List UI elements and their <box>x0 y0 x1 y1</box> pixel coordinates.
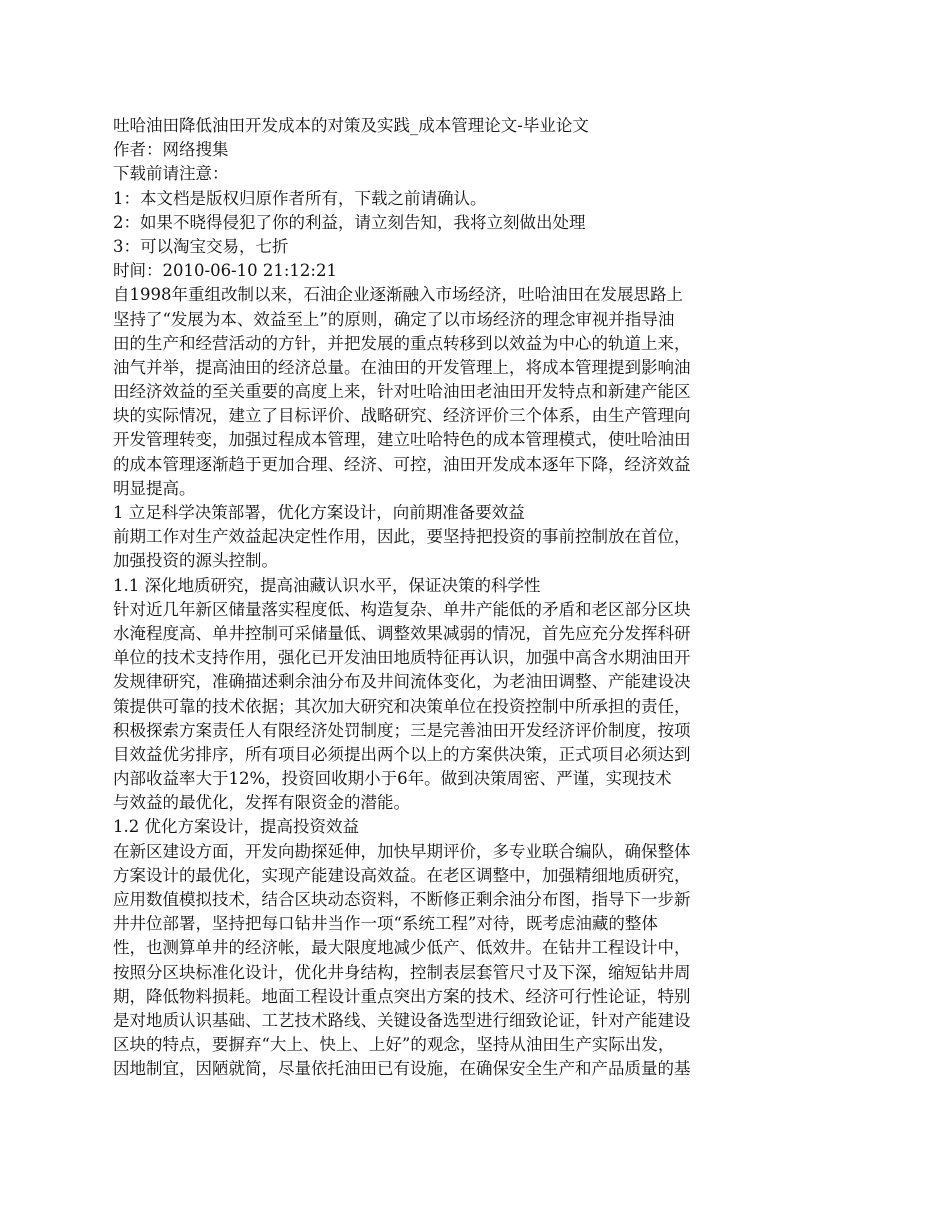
text-line: 1 立足科学决策部署，优化方案设计，向前期准备要效益 <box>113 503 525 522</box>
text-line: 是对地质认识基础、工艺技术路线、关键设备选型进行细致论证，针对产能建设 <box>113 1010 691 1030</box>
notice-item-3: 3：可以淘宝交易，七折 <box>113 236 289 256</box>
text-line: 坚持了“发展为本、效益至上”的原则，确定了以市场经济的理念审视并指导油 <box>113 309 675 329</box>
section-heading <box>113 574 769 598</box>
text-line: 1.1 深化地质研究，提高油藏认识水平，保证决策的科学性 <box>113 575 541 595</box>
document-page <box>113 114 769 1082</box>
paragraph <box>113 598 769 816</box>
document-title: 吐哈油田降低油田开发成本的对策及实践_成本管理论文-毕业论文 <box>113 116 589 135</box>
text-line: 田经济效益的至关重要的高度上来，针对吐哈油田老油田开发特点和新建产能区 <box>113 382 691 402</box>
paragraph <box>113 840 769 1082</box>
text-line: 加强投资的源头控制。 <box>113 551 278 571</box>
text-line: 的成本管理逐渐趋于更加合理、经济、可控，油田开发成本逐年下降，经济效益 <box>113 454 691 474</box>
text-line: 积极探索方案责任人有限经济处罚制度；三是完善油田开发经济评价制度，按项 <box>113 720 691 740</box>
text-line: 性，也测算单井的经济帐，最大限度地减少低产、低效井。在钻井工程设计中， <box>113 938 691 958</box>
section-heading <box>113 501 769 525</box>
text-line: 内部收益率大于12%，投资回收期小于6年。做到决策周密、严谨，实现技术 <box>113 769 672 789</box>
paragraph <box>113 283 769 501</box>
text-line: 块的实际情况，建立了目标评价、战略研究、经济评价三个体系，由生产管理向 <box>113 406 691 426</box>
text-line: 油气并举，提高油田的经济总量。在油田的开发管理上，将成本管理提到影响油 <box>113 357 691 377</box>
text-line: 应用数值模拟技术，结合区块动态资料，不断修正剩余油分布图，指导下一步新 <box>113 890 691 909</box>
article-body <box>113 283 769 1081</box>
text-line: 期，降低物料损耗。地面工程设计重点突出方案的技术、经济可行性论证，特别 <box>113 986 691 1006</box>
text-line: 单位的技术支持作用，强化已开发油田地质特征再认识，加强中高含水期油田开 <box>113 648 691 668</box>
text-line: 前期工作对生产效益起决定性作用，因此，要坚持把投资的事前控制放在首位， <box>113 527 691 547</box>
paragraph <box>113 525 769 573</box>
text-line: 井井位部署，坚持把每口钻井当作一项“系统工程”对待，既考虑油藏的整体 <box>113 914 658 934</box>
notice-item-1: 1：本文档是版权归原作者所有，下载之前请确认。 <box>113 188 487 208</box>
text-line: 策提供可靠的技术依据；其次加大研究和决策单位在投资控制中所承担的责任， <box>113 696 691 716</box>
text-line: 按照分区块标准化设计，优化井身结构，控制表层套管尺寸及下深，缩短钻井周 <box>113 962 691 982</box>
document-author: 作者：网络搜集 <box>113 140 229 160</box>
notice-item-2: 2：如果不晓得侵犯了你的利益，请立刻告知，我将立刻做出处理 <box>113 212 586 232</box>
section-heading <box>113 815 769 839</box>
text-line: 田的生产和经营活动的方针，并把发展的重点转移到以效益为中心的轨道上来， <box>113 333 691 353</box>
text-line: 自1998年重组改制以来，石油企业逐渐融入市场经济，吐哈油田在发展思路上 <box>113 285 683 305</box>
publish-time: 时间：2010-06-10 21:12:21 <box>113 261 337 281</box>
text-line: 目效益优劣排序，所有项目必须提出两个以上的方案供决策，正式项目必须达到 <box>113 744 691 764</box>
text-line: 方案设计的最优化，实现产能建设高效益。在老区调整中，加强精细地质研究， <box>113 865 691 885</box>
notice-heading: 下载前请注意： <box>113 164 229 184</box>
text-line: 区块的特点，要摒弃“大上、快上、上好”的观念，坚持从油田生产实际出发， <box>113 1035 675 1055</box>
text-line: 明显提高。 <box>113 478 196 498</box>
text-line: 因地制宜，因陋就简，尽量依托油田已有设施，在确保安全生产和产品质量的基 <box>113 1059 691 1079</box>
text-line: 在新区建设方面，开发向勘探延伸，加快早期评价，多专业联合编队，确保整体 <box>113 841 691 861</box>
text-line: 与效益的最优化，发挥有限资金的潜能。 <box>113 793 410 813</box>
text-line: 发规律研究，准确描述剩余油分布及井间流体变化，为老油田调整、产能建设决 <box>113 672 691 692</box>
text-line: 针对近几年新区储量落实程度低、构造复杂、单井产能低的矛盾和老区部分区块 <box>113 599 691 619</box>
text-line: 开发管理转变，加强过程成本管理，建立吐哈特色的成本管理模式，使吐哈油田 <box>113 430 691 450</box>
text-line: 1.2 优化方案设计，提高投资效益 <box>113 817 359 837</box>
text-line: 水淹程度高、单井控制可采储量低、调整效果减弱的情况，首先应充分发挥科研 <box>113 623 691 643</box>
